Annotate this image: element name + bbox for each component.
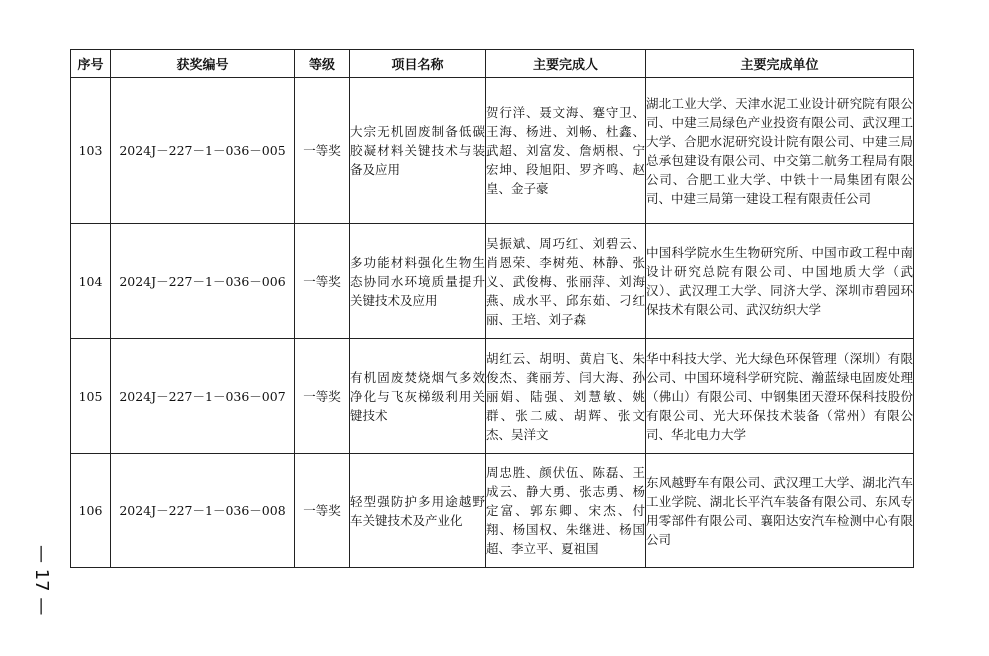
serial-cell: 105 (71, 339, 111, 454)
table-row (71, 454, 914, 568)
table-header-row (71, 50, 914, 78)
serial-cell: 104 (71, 224, 111, 339)
page-number: — 17 — (31, 544, 52, 616)
award-code-cell: 2024J－227－1－036－006 (111, 224, 295, 339)
grade-cell: 一等奖 (295, 454, 350, 568)
header-main-units: 主要完成单位 (646, 50, 914, 78)
header-project-name: 项目名称 (350, 50, 486, 78)
header-serial: 序号 (71, 50, 111, 78)
grade-cell: 一等奖 (295, 224, 350, 339)
project-name-cell: 大宗无机固废制备低碳胶凝材料关键技术与装备及应用 (350, 78, 486, 224)
main-units-cell: 中国科学院水生生物研究所、中国市政工程中南设计研究总院有限公司、中国地质大学（武汉）、武汉理工大学、同济大学、深圳市碧园环保技术有限公司、武汉纺织大学 (646, 224, 914, 339)
table-row (71, 339, 914, 454)
main-units-cell: 湖北工业大学、天津水泥工业设计研究院有限公司、中建三局绿色产业投资有限公司、武汉理工大学、合肥水泥研究设计院有限公司、中建三局总承包建设有限公司、中交第二航务工程局有限公司、合肥工业大学、中铁十一局集团有限公司、中建三局第一建设工程有限责任公司 (646, 78, 914, 224)
serial-cell: 103 (71, 78, 111, 224)
project-name-cell: 轻型强防护多用途越野车关键技术及产业化 (350, 454, 486, 568)
grade-cell: 一等奖 (295, 78, 350, 224)
main-units-cell: 东风越野车有限公司、武汉理工大学、湖北汽车工业学院、湖北长平汽车装备有限公司、东风专用零部件有限公司、襄阳达安汽车检测中心有限公司 (646, 454, 914, 568)
header-award-code: 获奖编号 (111, 50, 295, 78)
project-name-cell: 多功能材料强化生物生态协同水环境质量提升关键技术及应用 (350, 224, 486, 339)
main-people-cell: 贺行洋、聂文海、蹇守卫、王海、杨进、刘畅、杜鑫、武超、刘富发、詹炳根、宁宏坤、段旭阳、罗齐鸣、赵皇、金子豪 (486, 78, 646, 224)
awards-table (70, 49, 914, 568)
main-people-cell: 胡红云、胡明、黄启飞、朱俊杰、龚丽芳、闫大海、孙丽娟、陆强、刘慧敏、姚群、张二威、胡辉、张文杰、吴洋文 (486, 339, 646, 454)
main-people-cell: 吴振斌、周巧红、刘碧云、肖恩荣、李树苑、林静、张义、武俊梅、张丽萍、刘海燕、成水平、邱东茹、刁红丽、王培、刘子森 (486, 224, 646, 339)
header-grade: 等级 (295, 50, 350, 78)
table-row (71, 78, 914, 224)
serial-cell: 106 (71, 454, 111, 568)
header-main-people: 主要完成人 (486, 50, 646, 78)
grade-cell: 一等奖 (295, 339, 350, 454)
award-code-cell: 2024J－227－1－036－007 (111, 339, 295, 454)
award-code-cell: 2024J－227－1－036－008 (111, 454, 295, 568)
project-name-cell: 有机固废焚烧烟气多效净化与飞灰梯级利用关键技术 (350, 339, 486, 454)
main-units-cell: 华中科技大学、光大绿色环保管理（深圳）有限公司、中国环境科学研究院、瀚蓝绿电固废处理（佛山）有限公司、中钢集团天澄环保科技股份有限公司、光大环保技术装备（常州）有限公司、华北电力大学 (646, 339, 914, 454)
award-code-cell: 2024J－227－1－036－005 (111, 78, 295, 224)
table-row (71, 224, 914, 339)
main-people-cell: 周忠胜、颜伏伍、陈磊、王成云、静大勇、张志勇、杨定富、郭东卿、宋杰、付翔、杨国权、朱继进、杨国超、李立平、夏祖国 (486, 454, 646, 568)
